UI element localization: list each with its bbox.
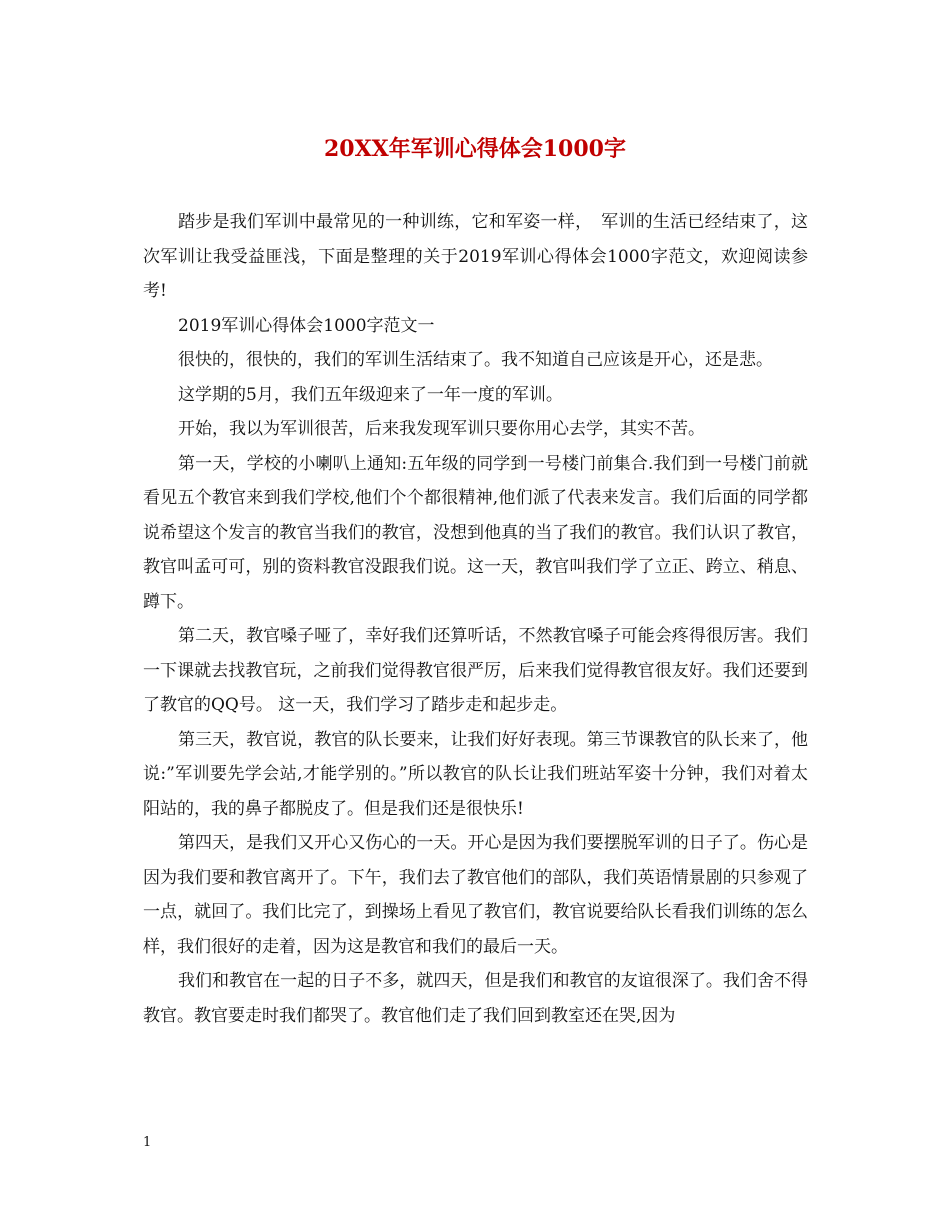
paragraph-day-four: 第四天，是我们又开心又伤心的一天。开心是因为我们要摆脱军训的日子了。伤心是因为我们要和教官离开了。下午，我们去了教官他们的部队，我们英语情景剧的只参观了一点，就回了。我们比完了，到操场上看见了教官们，教官说要给队长看我们训练的怎么样，我们很好的走着，因为这是教官和我们的最后一天。: [143, 833, 808, 957]
paragraph: 开始，我以为军训很苦，后来我发现军训只要你用心去学，其实不苦。: [178, 419, 705, 439]
page-number: 1: [143, 1135, 152, 1150]
paragraph-subtitle: 2019军训心得体会1000字范文一: [178, 315, 435, 336]
document-title: 20XX年军训心得体会1000字: [324, 136, 626, 162]
paragraph: 很快的，很快的，我们的军训生活结束了。我不知道自己应该是开心，还是悲。: [178, 350, 773, 370]
document-body: [143, 205, 808, 1033]
paragraph-day-three: 第三天，教官说，教官的队长要来，让我们好好表现。第三节课教官的队长来了，他说:”军训要先学会站,才能学别的。”所以教官的队长让我们班站军姿十分钟，我们对着太阳站的，我的鼻子都脱皮了。但是我们还是很快乐!: [143, 729, 808, 819]
paragraph-day-one: 第一天，学校的小喇叭上通知:五年级的同学到一号楼门前集合.我们到一号楼门前就看见五个教官来到我们学校,他们个个都很精神,他们派了代表来发言。我们后面的同学都说希望这个发言的教官当我们的教官，没想到他真的当了我们的教官。我们认识了教官，教官叫孟可可，别的资料教官没跟我们说。这一天，教官叫我们学了立正、跨立、稍息、蹲下。: [143, 453, 808, 612]
paragraph-day-two: 第二天，教官嗓子哑了，幸好我们还算听话，不然教官嗓子可能会疼得很厉害。我们一下课就去找教官玩，之前我们觉得教官很严厉，后来我们觉得教官很友好。我们还要到了教官的QQ号。 这一天，我们学习了踏步走和起步走。: [143, 626, 808, 715]
paragraph: 这学期的5月，我们五年级迎来了一年一度的军训。: [178, 384, 563, 405]
paragraph-closing: 我们和教官在一起的日子不多，就四天，但是我们和教官的友谊很深了。我们舍不得教官。教官要走时我们都哭了。教官他们走了我们回到教室还在哭,因为: [143, 971, 808, 1026]
paragraph-intro: 踏步是我们军训中最常见的一种训练，它和军姿一样， 军训的生活已经结束了，这次军训让我受益匪浅，下面是整理的关于2019军训心得体会1000字范文，欢迎阅读参考!: [143, 212, 808, 301]
